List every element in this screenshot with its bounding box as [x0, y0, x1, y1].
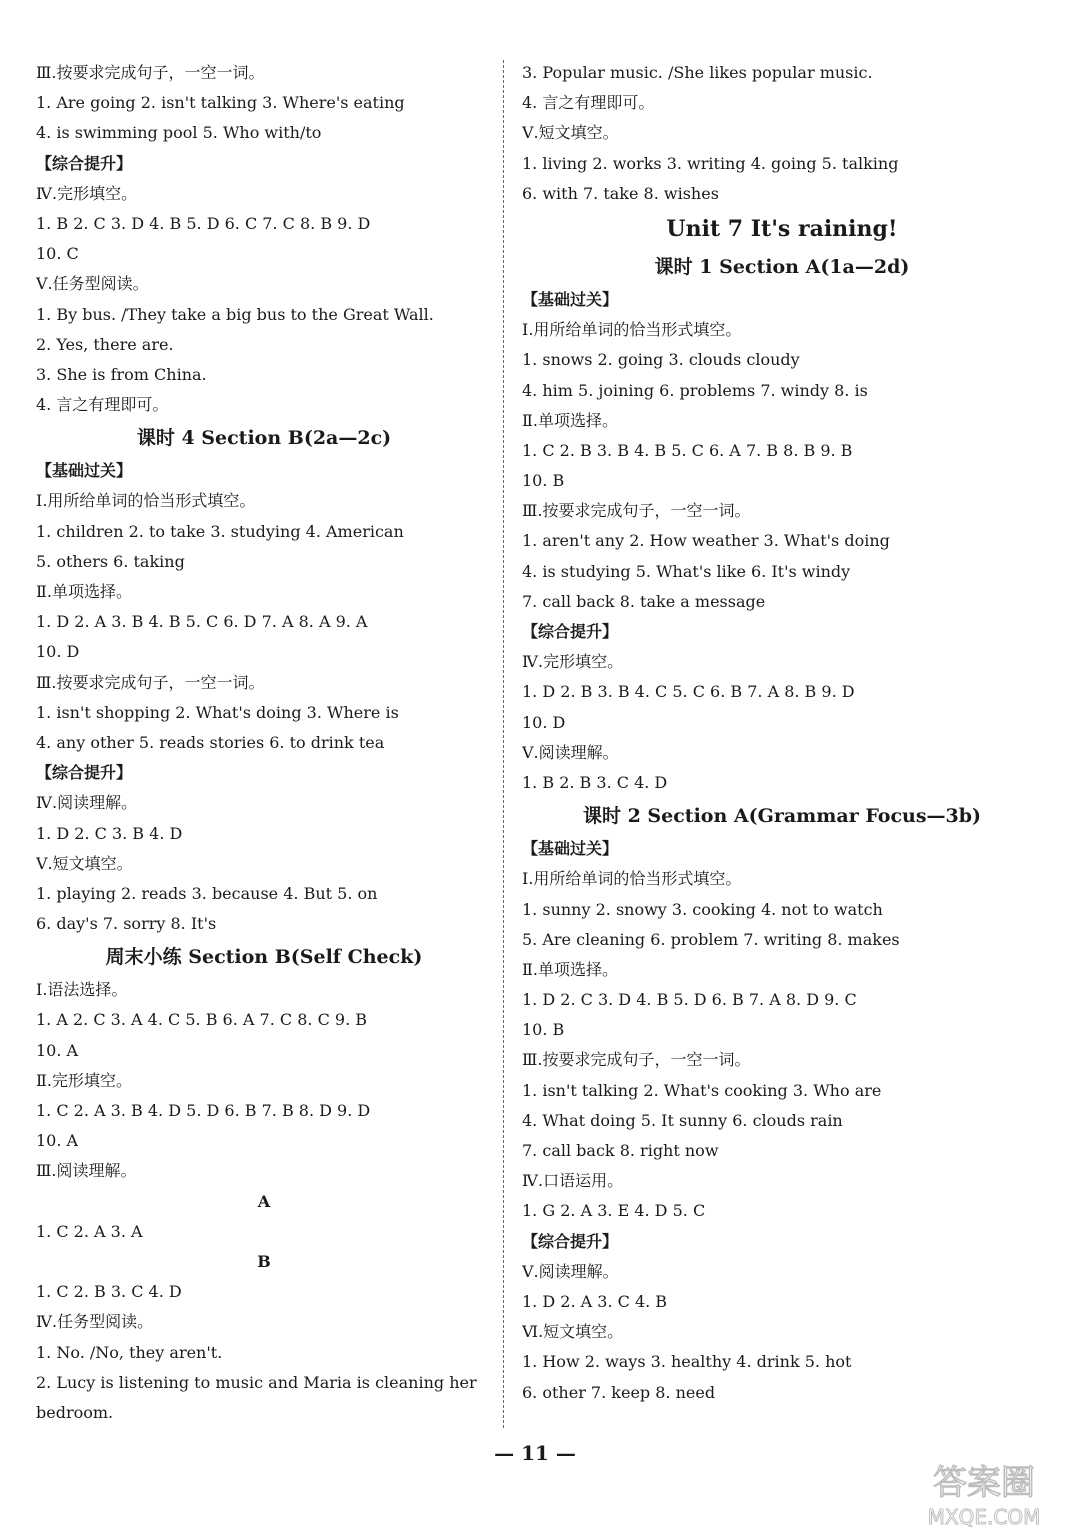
- answer-line: 6. other 7. keep 8. need: [522, 1382, 716, 1402]
- answer-line: 1. sunny 2. snowy 3. cooking 4. not to watch: [522, 899, 883, 919]
- answer-line: Ⅴ.短文填空。: [36, 853, 133, 873]
- answer-line: 4. What doing 5. It sunny 6. clouds rain: [522, 1110, 843, 1130]
- answer-line: 10. B: [522, 471, 565, 491]
- answer-line: Ⅰ.用所给单词的恰当形式填空。: [522, 869, 742, 889]
- answer-line: Ⅲ.阅读理解。: [36, 1161, 137, 1181]
- answer-line: 1. Are going 2. isn't talking 3. Where's eating: [36, 93, 405, 113]
- answer-line: 7. call back 8. right now: [522, 1141, 719, 1160]
- section-heading: 课时 2 Section A(Grammar Focus—3b): [582, 805, 982, 828]
- answer-line: 1. children 2. to take 3. studying 4. American: [36, 521, 404, 541]
- answer-line: 2. Yes, there are.: [36, 334, 174, 354]
- answer-line: Ⅵ.短文填空。: [522, 1322, 624, 1342]
- answer-line: 1. D 2. A 3. C 4. B: [522, 1291, 668, 1311]
- answer-line: 1. How 2. ways 3. healthy 4. drink 5. hot: [522, 1352, 852, 1372]
- answer-line: Ⅳ.任务型阅读。: [36, 1312, 154, 1332]
- left-column: [36, 58, 492, 1428]
- watermark-logo: [904, 1452, 1064, 1532]
- category-label: 【基础过关】: [36, 461, 133, 481]
- section-heading: 周末小练 Section B(Self Check): [105, 946, 423, 969]
- category-label: 【综合提升】: [36, 153, 133, 173]
- answer-line: Ⅱ.单项选择。: [522, 959, 618, 979]
- category-label: 【综合提升】: [522, 622, 619, 641]
- answer-line: 5. Are cleaning 6. problem 7. writing 8. makes: [522, 929, 900, 949]
- answer-line: 3. Popular music. /She likes popular music.: [522, 63, 873, 82]
- answer-line: 1. playing 2. reads 3. because 4. But 5. on: [36, 883, 378, 903]
- answer-line: Ⅳ.完形填空。: [36, 183, 138, 203]
- passage-label: A: [257, 1191, 271, 1211]
- answer-line: 1. D 2. A 3. B 4. B 5. C 6. D 7. A 8. A 9. A: [36, 612, 368, 632]
- answer-line: 10. D: [36, 642, 80, 662]
- answer-line: 1. D 2. C 3. B 4. D: [36, 823, 183, 843]
- answer-line: 1. A 2. C 3. A 4. C 5. B 6. A 7. C 8. C 9. B: [36, 1010, 367, 1030]
- answer-line: 1. C 2. A 3. B 4. D 5. D 6. B 7. B 8. D 9. D: [36, 1101, 371, 1120]
- answer-line: 1. aren't any 2. How weather 3. What's doing: [522, 531, 890, 551]
- answer-line: 10. A: [36, 1040, 79, 1060]
- answer-line: 4. any other 5. reads stories 6. to drink tea: [36, 732, 385, 752]
- answer-line: 1. C 2. B 3. C 4. D: [36, 1282, 182, 1302]
- answer-line: 10. C: [36, 244, 79, 264]
- category-label: 【综合提升】: [36, 763, 133, 783]
- answer-line: Ⅲ.按要求完成句子，一空一词。: [522, 501, 751, 521]
- answer-line: Ⅱ.单项选择。: [36, 582, 132, 601]
- watermark-text: 答案圈: [933, 1463, 1035, 1503]
- answer-line: 1. C 2. B 3. B 4. B 5. C 6. A 7. B 8. B 9. B: [522, 440, 853, 460]
- section-heading: 课时 1 Section A(1a—2d): [654, 255, 910, 278]
- unit-title: Unit 7 It's raining!: [666, 215, 898, 242]
- answer-line: 2. Lucy is listening to music and Maria is cleaning her bedroom.: [36, 1372, 477, 1422]
- answer-line: 1. D 2. B 3. B 4. C 5. C 6. B 7. A 8. B 9. D: [522, 682, 855, 702]
- answer-line: Ⅳ.完形填空。: [522, 652, 624, 672]
- answer-line: Ⅳ.阅读理解。: [36, 793, 138, 813]
- right-column: [522, 58, 1042, 1408]
- page-number: — 11 —: [494, 1441, 576, 1465]
- answer-line: Ⅴ.阅读理解。: [522, 742, 619, 762]
- answer-line: Ⅴ.短文填空。: [522, 123, 619, 143]
- answer-line: Ⅰ.语法选择。: [36, 980, 128, 1000]
- answer-line: 1. B 2. C 3. D 4. B 5. D 6. C 7. C 8. B 9. D: [36, 213, 371, 233]
- answer-line: 1. B 2. B 3. C 4. D: [522, 772, 668, 792]
- answer-line: 1. C 2. A 3. A: [36, 1221, 143, 1241]
- answer-line: 4. him 5. joining 6. problems 7. windy 8. is: [522, 380, 868, 400]
- answer-line: 4. is studying 5. What's like 6. It's windy: [522, 561, 851, 581]
- answer-line: 6. with 7. take 8. wishes: [522, 183, 719, 203]
- answer-line: 1. G 2. A 3. E 4. D 5. C: [522, 1201, 706, 1221]
- answer-line: 5. others 6. taking: [36, 551, 185, 571]
- answer-line: Ⅰ.用所给单词的恰当形式填空。: [36, 491, 256, 511]
- answer-line: 6. day's 7. sorry 8. It's: [36, 914, 217, 934]
- answer-line: Ⅱ.完形填空。: [36, 1070, 132, 1090]
- answer-line: Ⅰ.用所给单词的恰当形式填空。: [522, 320, 742, 340]
- answer-line: Ⅱ.单项选择。: [522, 410, 618, 430]
- answer-line: Ⅳ.口语运用。: [522, 1171, 624, 1191]
- answer-line: 1. snows 2. going 3. clouds cloudy: [522, 350, 800, 370]
- answer-line: 10. D: [522, 712, 566, 732]
- answer-line: 1. isn't talking 2. What's cooking 3. Who are: [522, 1080, 882, 1100]
- answer-line: 10. B: [522, 1020, 565, 1040]
- answer-line: 1. D 2. C 3. D 4. B 5. D 6. B 7. A 8. D 9. C: [522, 990, 857, 1010]
- answer-line: Ⅴ.任务型阅读。: [36, 274, 149, 294]
- answer-line: 1. No. /No, they aren't.: [36, 1342, 223, 1362]
- answer-line: 4. is swimming pool 5. Who with/to: [36, 123, 322, 143]
- answer-line: 1. living 2. works 3. writing 4. going 5. talking: [522, 153, 899, 173]
- section-heading: 课时 4 Section B(2a—2c): [136, 427, 392, 450]
- category-label: 【基础过关】: [522, 839, 619, 859]
- answer-line: 4. 言之有理即可。: [522, 93, 655, 113]
- category-label: 【综合提升】: [522, 1231, 619, 1251]
- answer-line: Ⅲ.按要求完成句子，一空一词。: [36, 672, 265, 692]
- answer-line: 7. call back 8. take a message: [522, 591, 766, 611]
- answer-line: Ⅲ.按要求完成句子，一空一词。: [522, 1050, 751, 1070]
- answer-line: Ⅴ.阅读理解。: [522, 1261, 619, 1281]
- answer-line: 1. By bus. /They take a big bus to the Great Wall.: [36, 304, 434, 324]
- answer-line: 10. A: [36, 1131, 79, 1151]
- answer-line: Ⅲ.按要求完成句子，一空一词。: [36, 63, 265, 82]
- category-label: 【基础过关】: [522, 289, 619, 309]
- watermark-url: MXQE.COM: [927, 1505, 1041, 1529]
- answer-line: 3. She is from China.: [36, 364, 207, 384]
- answer-line: 1. isn't shopping 2. What's doing 3. Where is: [36, 702, 399, 722]
- answer-line: 4. 言之有理即可。: [36, 395, 169, 415]
- passage-label: B: [257, 1251, 271, 1271]
- column-divider: [503, 60, 504, 1428]
